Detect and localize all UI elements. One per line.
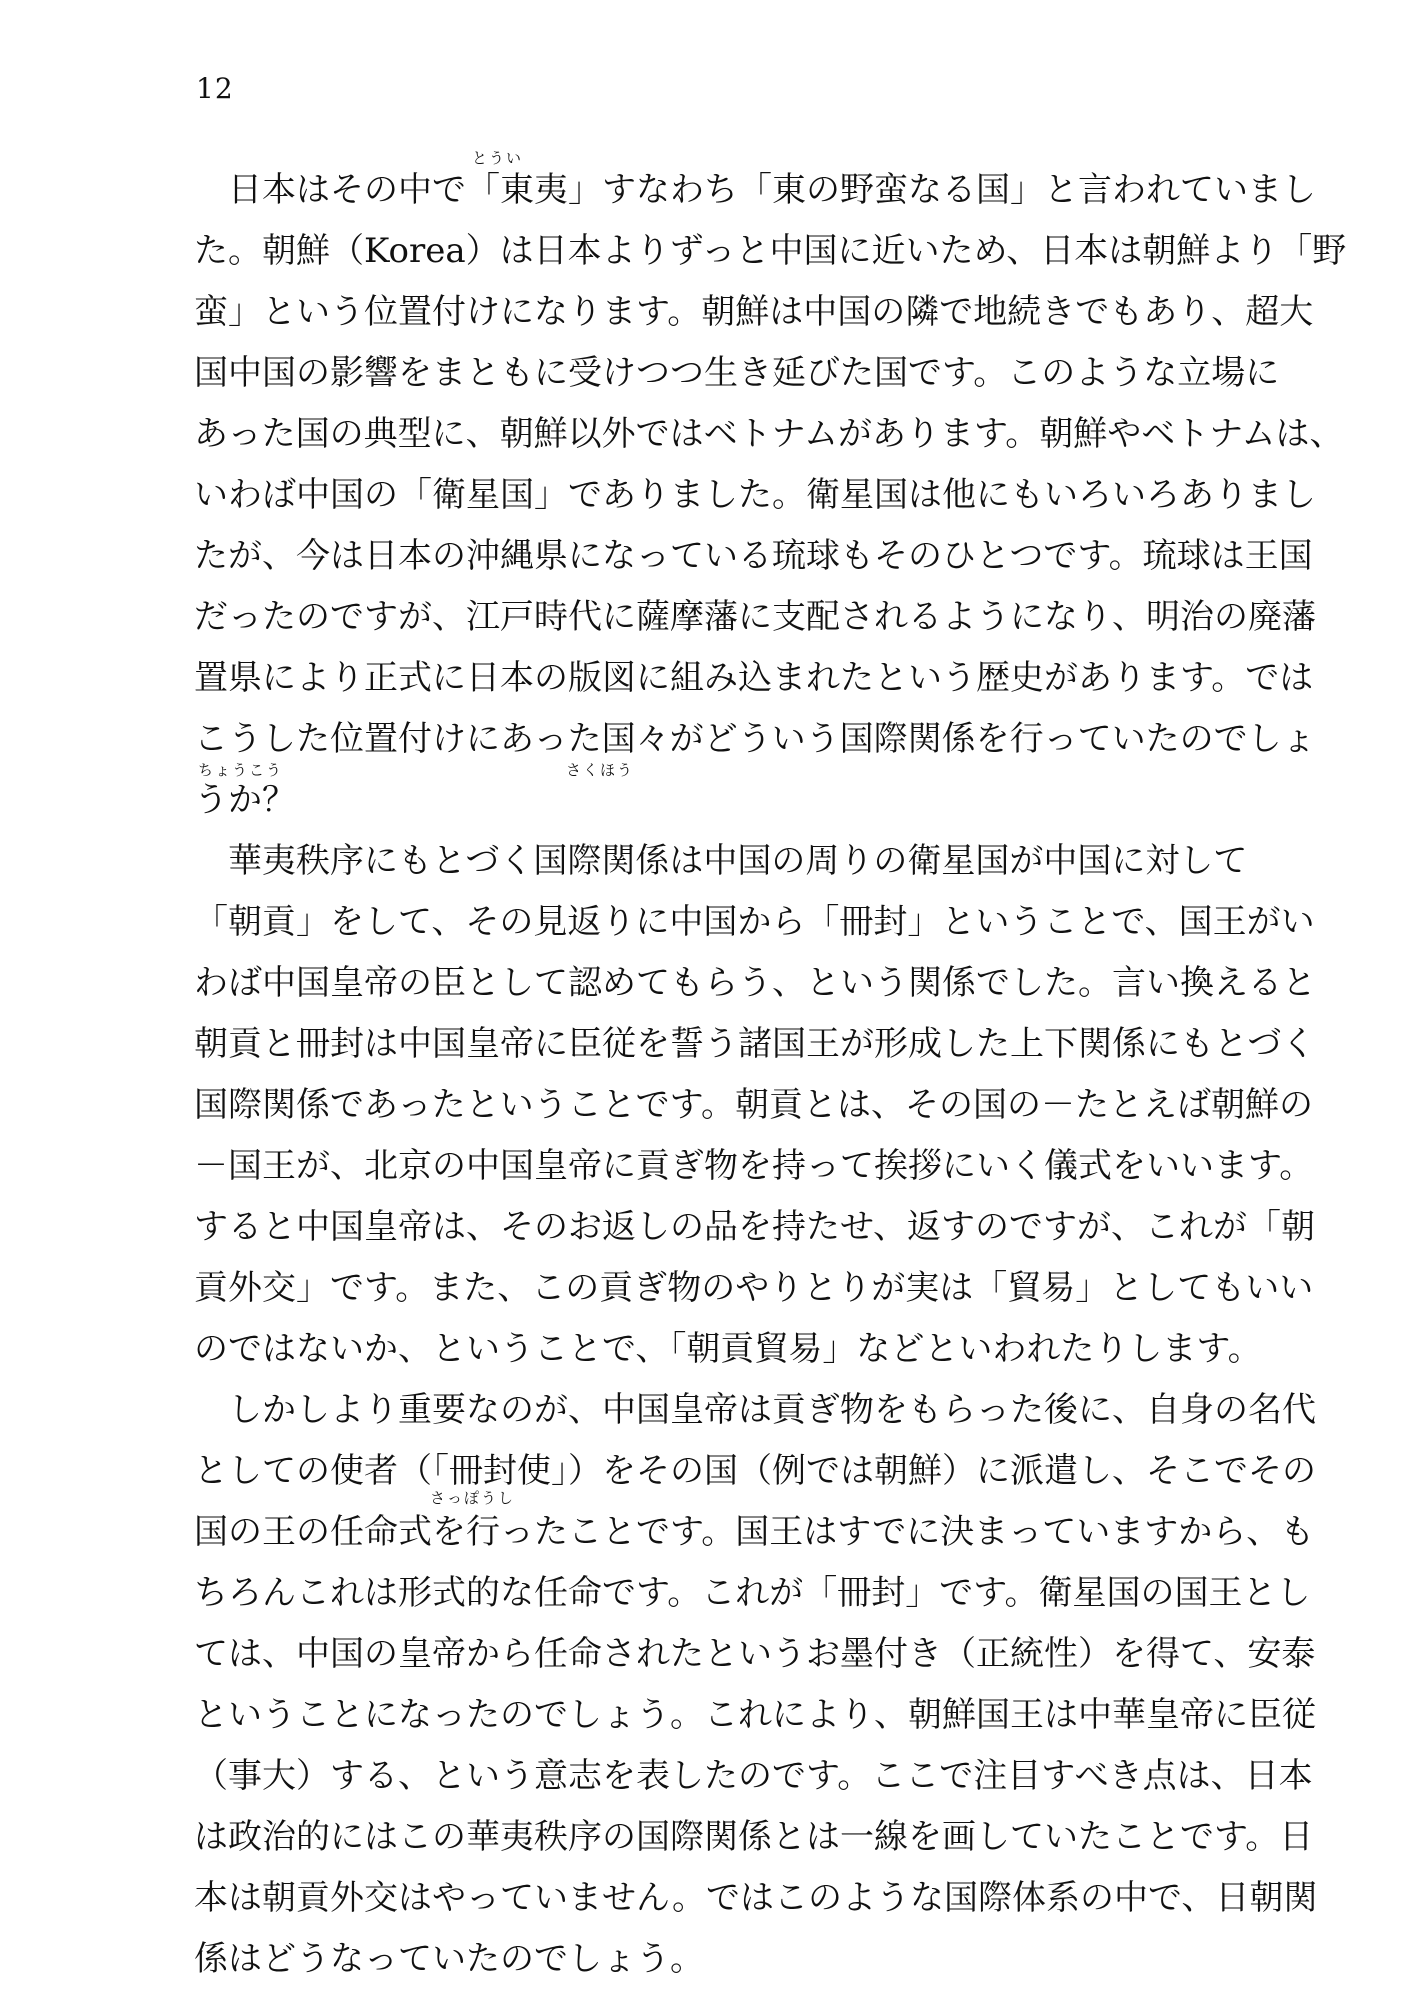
body-line-1: 日本はその中で「東夷」すなわち「東の野蛮なる国」と言われていまし <box>228 170 1316 210</box>
body-line-2: た。朝鮮（Korea）は日本よりずっと中国に近いため、日本は朝鮮より「野 <box>194 231 1347 271</box>
body-line-29: 本は朝貢外交はやっていません。ではこのような国際体系の中で、日朝関 <box>194 1878 1318 1918</box>
body-line-3: 蛮」という位置付けになります。朝鮮は中国の隣で地続きでもあり、超大 <box>194 292 1314 332</box>
furigana-sakuhou: さくほう <box>566 761 635 779</box>
body-line-6: いわば中国の「衛星国」でありました。衛星国は他にもいろいろありまし <box>194 475 1316 515</box>
body-line-9: 置県により正式に日本の版図に組み込まれたという歴史があります。では <box>194 658 1314 698</box>
body-line-4: 国中国の影響をまともに受けつつ生き延びた国です。このような立場に <box>194 353 1280 393</box>
furigana-sappoushi: さっぽうし <box>430 1489 516 1507</box>
furigana-toui: とうい <box>472 149 524 167</box>
body-line-22: としての使者（「冊封使」）をその国（例では朝鮮）に派遣し、そこでその <box>194 1451 1316 1491</box>
body-line-13: 「朝貢」をして、その見返りに中国から「冊封」ということで、国王がい <box>194 902 1315 942</box>
body-line-21: しかしより重要なのが、中国皇帝は貢ぎ物をもらった後に、自身の名代 <box>228 1390 1316 1430</box>
body-line-5: あった国の典型に、朝鮮以外ではベトナムがあります。朝鮮やベトナムは、 <box>194 414 1344 454</box>
body-line-12: 華夷秩序にもとづく国際関係は中国の周りの衛星国が中国に対して <box>228 841 1248 881</box>
body-line-16: 国際関係であったということです。朝貢とは、その国の－たとえば朝鮮の <box>194 1085 1313 1125</box>
body-line-24: ちろんこれは形式的な任命です。これが「冊封」です。衛星国の国王とし <box>194 1573 1311 1613</box>
body-line-15: 朝貢と冊封は中国皇帝に臣従を誓う諸国王が形成した上下関係にもとづく <box>194 1024 1316 1064</box>
body-line-26: ということになったのでしょう。これにより、朝鮮国王は中華皇帝に臣従 <box>194 1695 1316 1735</box>
body-line-30: 係はどうなっていたのでしょう。 <box>194 1939 704 1979</box>
body-line-23: 国の王の任命式を行ったことです。国王はすでに決まっていますから、も <box>194 1512 1315 1552</box>
body-line-11: うか？ <box>194 780 296 820</box>
furigana-choukou: ちょうこう <box>198 761 284 779</box>
body-line-19: 貢外交」です。また、この貢ぎ物のやりとりが実は「貿易」としてもいい <box>194 1268 1314 1308</box>
body-line-20: のではないか、ということで、「朝貢貿易」などといわれたりします。 <box>194 1329 1262 1369</box>
page-number: 12 <box>196 72 234 105</box>
body-line-27: （事大）する、という意志を表したのです。ここで注目すべき点は、日本 <box>194 1756 1313 1796</box>
body-line-18: すると中国皇帝は、そのお返しの品を持たせ、返すのですが、これが「朝 <box>194 1207 1315 1247</box>
body-line-28: は政治的にはこの華夷秩序の国際関係とは一線を画していたことです。日 <box>194 1817 1314 1857</box>
body-line-8: だったのですが、江戸時代に薩摩藩に支配されるようになり、明治の廃藩 <box>194 597 1316 637</box>
body-line-7: たが、今は日本の沖縄県になっている琉球もそのひとつです。琉球は王国 <box>194 536 1313 576</box>
body-line-14: わば中国皇帝の臣として認めてもらう、という関係でした。言い換えると <box>194 963 1316 1003</box>
body-line-10: こうした位置付けにあった国々がどういう国際関係を行っていたのでしょ <box>194 719 1316 759</box>
body-line-17: －国王が、北京の中国皇帝に貢ぎ物を持って挨拶にいく儀式をいいます。 <box>194 1146 1314 1186</box>
body-line-25: ては、中国の皇帝から任命されたというお墨付き（正統性）を得て、安泰 <box>194 1634 1316 1674</box>
